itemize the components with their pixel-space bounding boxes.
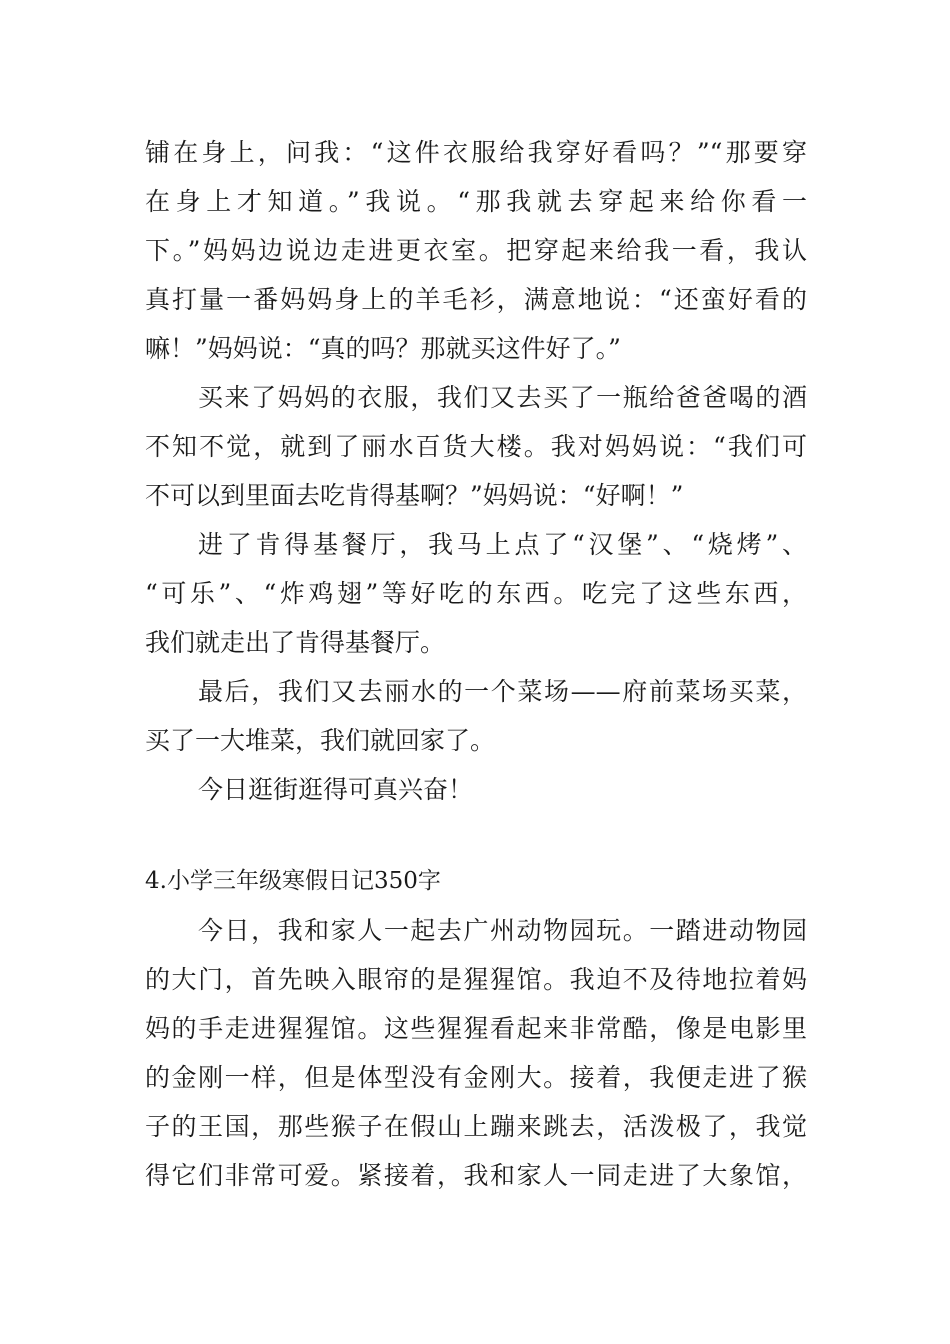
paragraph-market — [145, 667, 807, 765]
text-line: 买了一大堆菜，我们就回家了。 — [145, 726, 496, 755]
paragraph-restaurant — [145, 520, 807, 667]
text-line: 得它们非常可爱。紧接着，我和家人一同走进了大象馆， — [145, 1161, 807, 1190]
text-line: 妈的手走进猩猩馆。这些猩猩看起来非常酷，像是电影里 — [145, 1014, 807, 1043]
text-line: 买来了妈妈的衣服，我们又去买了一瓶给爸爸喝的酒 — [198, 383, 807, 412]
text-line: 在身上才知道。”我说。“那我就去穿起来给你看一 — [145, 187, 807, 216]
text-line: 我们就走出了肯得基餐厅。 — [145, 628, 446, 657]
paragraph-zoo — [145, 906, 807, 1200]
document-page — [145, 128, 807, 1200]
text-line: 不可以到里面去吃肯得基啊？”妈妈说：“好啊！” — [145, 481, 684, 510]
text-line: 今日，我和家人一起去广州动物园玩。一踏进动物园 — [198, 916, 807, 945]
paragraph-trying-clothes — [145, 128, 807, 373]
text-line: 真打量一番妈妈身上的羊毛衫，满意地说：“还蛮好看的 — [145, 285, 807, 314]
text-line: 的大门，首先映入眼帘的是猩猩馆。我迫不及待地拉着妈 — [145, 965, 807, 994]
text-line: 今日逛街逛得可真兴奋！ — [198, 775, 474, 804]
text-line: 最后，我们又去丽水的一个菜场——府前菜场买菜， — [198, 677, 807, 706]
text-line: 不知不觉，就到了丽水百货大楼。我对妈妈说：“我们可 — [145, 432, 807, 461]
section-spacer — [145, 814, 807, 857]
paragraph-department-store — [145, 373, 807, 520]
text-line: 铺在身上，问我：“这件衣服给我穿好看吗？”“那要穿 — [145, 138, 807, 167]
text-line: 子的王国，那些猴子在假山上蹦来跳去，活泼极了，我觉 — [145, 1112, 807, 1141]
paragraph-conclusion — [145, 765, 807, 814]
text-line: “可乐”、“炸鸡翅”等好吃的东西。吃完了这些东西， — [145, 579, 807, 608]
section-heading: 4.小学三年级寒假日记350字 — [145, 868, 441, 894]
text-line: 进了肯得基餐厅，我马上点了“汉堡”、“烧烤”、 — [198, 530, 807, 559]
text-line: 嘛！”妈妈说：“真的吗？那就买这件好了。” — [145, 334, 621, 363]
text-line: 的金刚一样，但是体型没有金刚大。接着，我便走进了猴 — [145, 1063, 807, 1092]
text-line: 下。”妈妈边说边走进更衣室。把穿起来给我一看，我认 — [145, 236, 807, 265]
